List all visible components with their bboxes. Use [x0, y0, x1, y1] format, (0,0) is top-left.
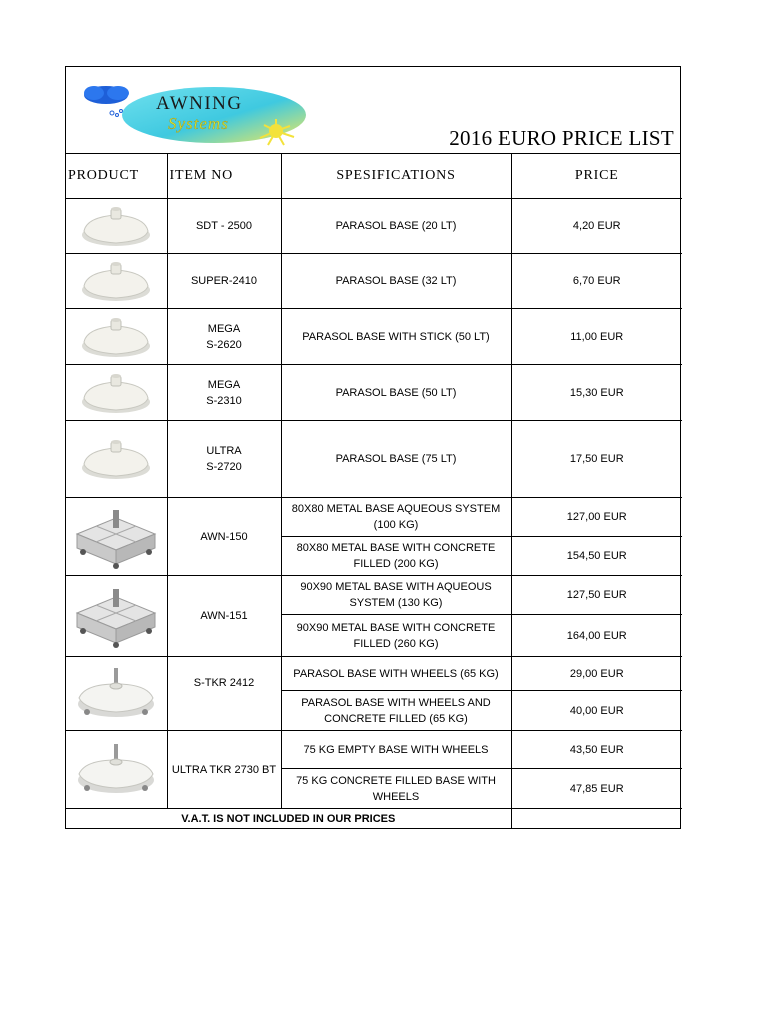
item-no: ULTRA S-2720	[167, 421, 281, 498]
wheeled-base-icon	[66, 664, 167, 724]
parasol-base-icon	[66, 434, 167, 484]
price-table	[66, 154, 682, 828]
product-image	[66, 199, 167, 254]
price: 4,20 EUR	[511, 199, 682, 254]
parasol-base-icon	[66, 312, 167, 362]
spec: PARASOL BASE (50 LT)	[281, 365, 511, 421]
spec: 80X80 METAL BASE WITH CONCRETE FILLED (200 KG)	[281, 537, 511, 576]
table-row	[66, 199, 682, 254]
price: 127,00 EUR	[511, 498, 682, 537]
parasol-base-icon	[66, 368, 167, 418]
col-header-item-no: ITEM NO	[167, 154, 281, 199]
spec: 80X80 METAL BASE AQUEOUS SYSTEM (100 KG)	[281, 498, 511, 537]
product-image	[66, 498, 167, 576]
item-no: ULTRA TKR 2730 BT	[167, 731, 281, 809]
table-row	[66, 576, 682, 615]
price: 40,00 EUR	[511, 691, 682, 731]
metal-base-icon	[66, 504, 167, 570]
parasol-base-icon	[66, 201, 167, 251]
spec: PARASOL BASE (32 LT)	[281, 254, 511, 309]
item-no: SUPER-2410	[167, 254, 281, 309]
spec: PARASOL BASE (75 LT)	[281, 421, 511, 498]
spec: PARASOL BASE (20 LT)	[281, 199, 511, 254]
table-row	[66, 421, 682, 498]
product-image	[66, 731, 167, 809]
product-image	[66, 254, 167, 309]
parasol-base-icon	[66, 256, 167, 306]
product-image	[66, 421, 167, 498]
spec: PARASOL BASE WITH WHEELS (65 KG)	[281, 657, 511, 691]
wheeled-base-icon	[66, 740, 167, 800]
price: 6,70 EUR	[511, 254, 682, 309]
svg-text:Systems: Systems	[168, 114, 229, 133]
price: 11,00 EUR	[511, 309, 682, 365]
price: 15,30 EUR	[511, 365, 682, 421]
item-no: AWN-151	[167, 576, 281, 657]
spec: 90X90 METAL BASE WITH CONCRETE FILLED (260 KG)	[281, 615, 511, 657]
table-row	[66, 309, 682, 365]
item-no: SDT - 2500	[167, 199, 281, 254]
item-no: S-TKR 2412	[167, 657, 281, 731]
footer-empty-cell	[511, 809, 682, 829]
document-title: 2016 EURO PRICE LIST	[449, 126, 674, 150]
table-row	[66, 254, 682, 309]
product-image	[66, 576, 167, 657]
header-area	[66, 67, 680, 154]
product-image	[66, 657, 167, 731]
spec: PARASOL BASE WITH STICK (50 LT)	[281, 309, 511, 365]
product-image	[66, 309, 167, 365]
table-row	[66, 657, 682, 691]
spec: 90X90 METAL BASE WITH AQUEOUS SYSTEM (130 KG)	[281, 576, 511, 615]
item-no: MEGA S-2310	[167, 365, 281, 421]
product-image	[66, 365, 167, 421]
metal-base-icon	[66, 583, 167, 649]
price: 17,50 EUR	[511, 421, 682, 498]
svg-text:AWNING: AWNING	[156, 93, 243, 114]
spec: 75 KG EMPTY BASE WITH WHEELS	[281, 731, 511, 769]
spec: PARASOL BASE WITH WHEELS AND CONCRETE FILLED (65 KG)	[281, 691, 511, 731]
price: 29,00 EUR	[511, 657, 682, 691]
table-row	[66, 365, 682, 421]
table-row	[66, 731, 682, 769]
col-header-price: PRICE	[511, 154, 682, 199]
price: 164,00 EUR	[511, 615, 682, 657]
awning-systems-logo	[76, 79, 316, 151]
price: 43,50 EUR	[511, 731, 682, 769]
item-no: AWN-150	[167, 498, 281, 576]
col-header-specifications: SPESIFICATIONS	[281, 154, 511, 199]
spec: 75 KG CONCRETE FILLED BASE WITH WHEELS	[281, 769, 511, 809]
item-no: MEGA S-2620	[167, 309, 281, 365]
vat-note: V.A.T. IS NOT INCLUDED IN OUR PRICES	[66, 809, 511, 829]
table-header-row	[66, 154, 682, 199]
price: 127,50 EUR	[511, 576, 682, 615]
price-list-sheet	[65, 66, 681, 829]
price: 47,85 EUR	[511, 769, 682, 809]
footer-row	[66, 809, 682, 829]
table-row	[66, 498, 682, 537]
price: 154,50 EUR	[511, 537, 682, 576]
col-header-product: PRODUCT	[66, 154, 167, 199]
